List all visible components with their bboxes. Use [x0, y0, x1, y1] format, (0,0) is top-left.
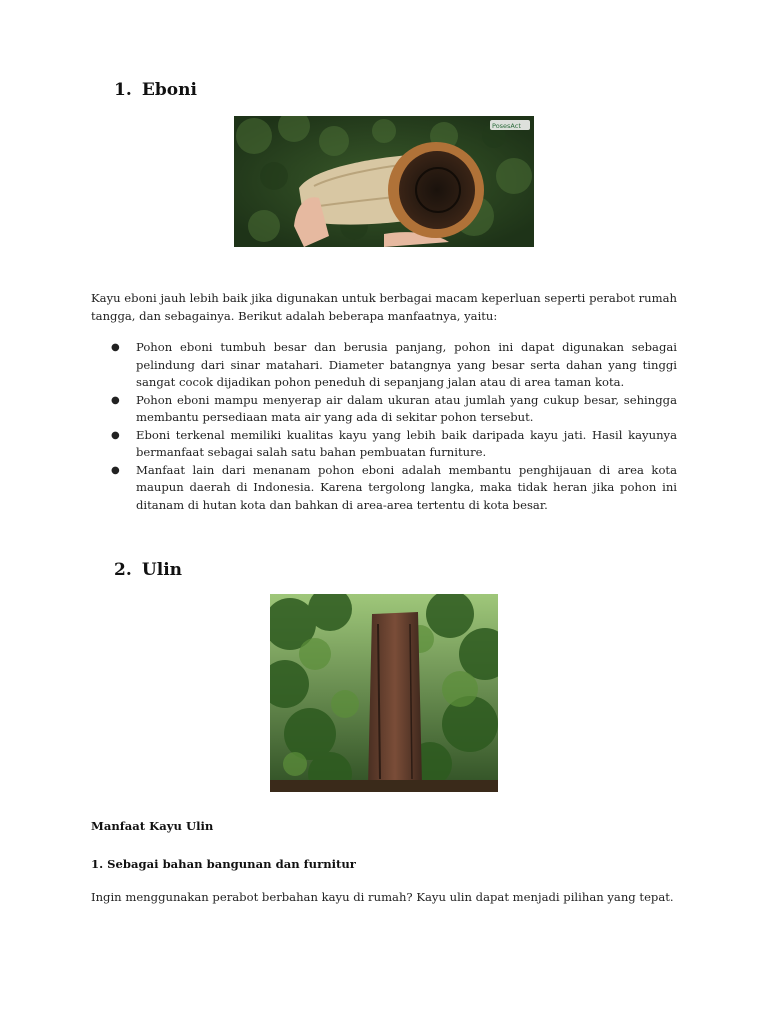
sub-heading-bangunan: 1. Sebagai bahan bangunan dan furnitur	[91, 857, 356, 871]
list-item: ● Eboni terkenal memiliki kualitas kayu yang lebih baik daripada kayu jati. Hasil kayunya bermanfaat sebagai salah satu bahan pembuatan furniture.	[111, 427, 677, 459]
section-number: 2.	[114, 560, 132, 580]
section-title: Ulin	[141, 560, 183, 580]
bullet-icon: ●	[111, 429, 120, 441]
list-item: ● Pohon eboni mampu menyerap air dalam ukuran atau jumlah yang cukup besar, sehingga membantu persediaan mata air yang ada di sekitar pohon tersebut.	[111, 392, 677, 424]
section-number: 1.	[114, 80, 132, 100]
section-heading-ulin	[114, 560, 182, 580]
eboni-benefits-list	[91, 339, 677, 514]
bullet-icon: ●	[111, 394, 120, 406]
manfaat-heading: Manfaat Kayu Ulin	[91, 819, 214, 833]
ulin-tree-photo	[270, 594, 498, 792]
list-item: ● Manfaat lain dari menanam pohon eboni adalah membantu penghijauan di area kota maupun daerah di Indonesia. Karena tergolong langka, maka tidak heran jika pohon ini ditanam di hutan kota dan bahkan di area-area tertentu di kota besar.	[111, 462, 677, 512]
section-heading-eboni	[114, 80, 197, 100]
list-item: ● Pohon eboni tumbuh besar dan berusia panjang, pohon ini dapat digunakan sebagai pelindung dari sinar matahari. Diameter batangnya yang besar serta dahan yang tinggi sangat cocok dijadikan pohon peneduh di sepanjang jalan atau di area taman kota.	[111, 340, 677, 389]
photo-watermark: PosesAct	[492, 122, 521, 130]
bullet-icon: ●	[111, 464, 120, 476]
eboni-wood-photo	[234, 116, 534, 247]
bullet-icon: ●	[111, 342, 120, 353]
ulin-paragraph: Ingin menggunakan perabot berbahan kayu di rumah? Kayu ulin dapat menjadi pilihan yang tepat.	[91, 890, 674, 904]
eboni-intro: Kayu eboni jauh lebih baik jika digunakan untuk berbagai macam keperluan seperti perabot rumah tangga, dan sebagainya. Berikut adalah beberapa manfaatnya, yaitu:	[91, 291, 677, 323]
section-title: Eboni	[141, 80, 197, 100]
